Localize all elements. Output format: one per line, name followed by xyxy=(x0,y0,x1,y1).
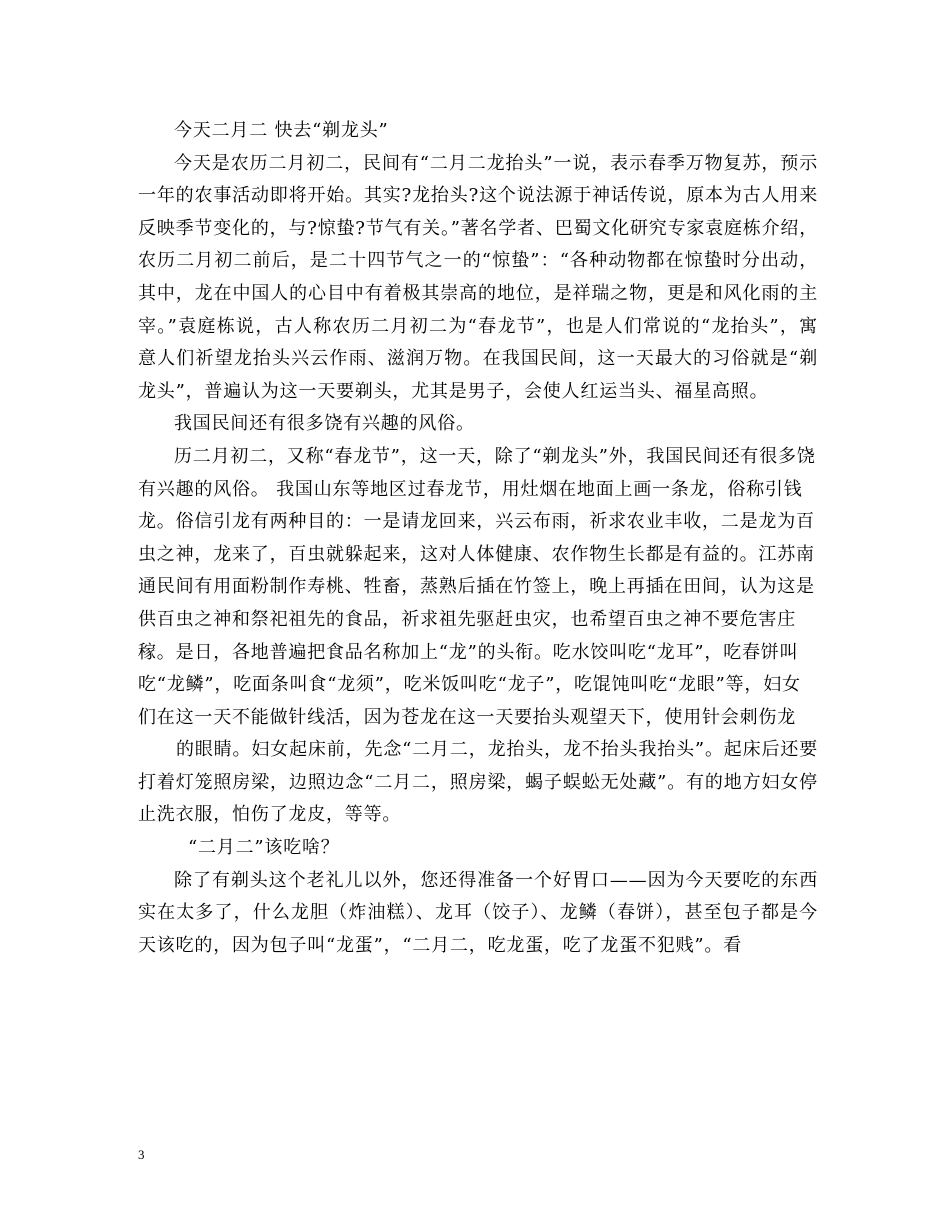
document-body xyxy=(138,115,818,962)
paragraph-intro: 今天是农历二月初二，民间有“二月二龙抬头”一说，表示春季万物复苏，预示一年的农事活动即将开始。其实?龙抬头?这个说法源于神话传说，原本为古人用来反映季节变化的，与?惊蛰?节气有关。”著名学者、巴蜀文化研究专家袁庭栋介绍，农历二月初二前后，是二十四节气之一的“惊蛰”：“各种动物都在惊蛰时分出动，其中，龙在中国人的心目中有着极其崇高的地位，是祥瑞之物，更是和风化雨的主宰。”袁庭栋说，古人称农历二月初二为“春龙节”，也是人们常说的“龙抬头”，寓意人们祈望龙抬头兴云作雨、滋润万物。在我国民间，这一天最大的习俗就是“剃龙头”，普遍认为这一天要剃头，尤其是男子，会使人红运当头、福星高照。 xyxy=(138,152,818,402)
document-title: 今天二月二 快去“剃龙头” xyxy=(174,120,389,141)
paragraph-customs: 历二月初二，又称“春龙节”，这一天，除了“剃龙头”外，我国民间还有很多饶有兴趣的风俗。 我国山东等地区过春龙节，用灶烟在地面上画一条龙，俗称引钱龙。俗信引龙有两种目的：一是请龙回来，兴云布雨，祈求农业丰收，二是龙为百虫之神，龙来了，百虫就躲起来，这对人体健康、农作物生长都是有益的。江苏南通民间有用面粉制作寿桃、牲畜，蒸熟后插在竹签上，晚上再插在田间，认为这是供百虫之神和祭祀祖先的食品，祈求祖先驱赶虫灾，也希望百虫之神不要危害庄稼。是日，各地普遍把食品名称加上“龙”的头衔。吃水饺叫吃“龙耳”，吃春饼叫吃“龙鳞”，吃面条叫食“龙须”，吃米饭叫吃“龙子”，吃馄饨叫吃“龙眼”等，妇女们在这一天不能做针线活，因为苍龙在这一天要抬头观望天下，使用针会刺伤龙 xyxy=(138,445,816,728)
paragraph-customs-continued: 的眼睛。妇女起床前，先念“二月二，龙抬头，龙不抬头我抬头”。起床后还要打着灯笼照房梁，边照边念“二月二，照房梁，蝎子蜈蚣无处藏”。有的地方妇女停止洗衣服，怕伤了龙皮，等等。 xyxy=(138,739,818,826)
page-number: 3 xyxy=(138,1147,145,1162)
paragraph-food: 除了有剃头这个老礼儿以外，您还得准备一个好胃口——因为今天要吃的东西实在太多了，什么龙胆（炸油糕）、龙耳（饺子）、龙鳞（春饼），甚至包子都是今天该吃的，因为包子叫“龙蛋”，“二月二，吃龙蛋，吃了龙蛋不犯贱”。看 xyxy=(138,869,818,956)
paragraph-customs-heading: 我国民间还有很多饶有兴趣的风俗。 xyxy=(174,413,475,435)
section-heading-food: “二月二”该吃啥？ xyxy=(188,837,340,859)
